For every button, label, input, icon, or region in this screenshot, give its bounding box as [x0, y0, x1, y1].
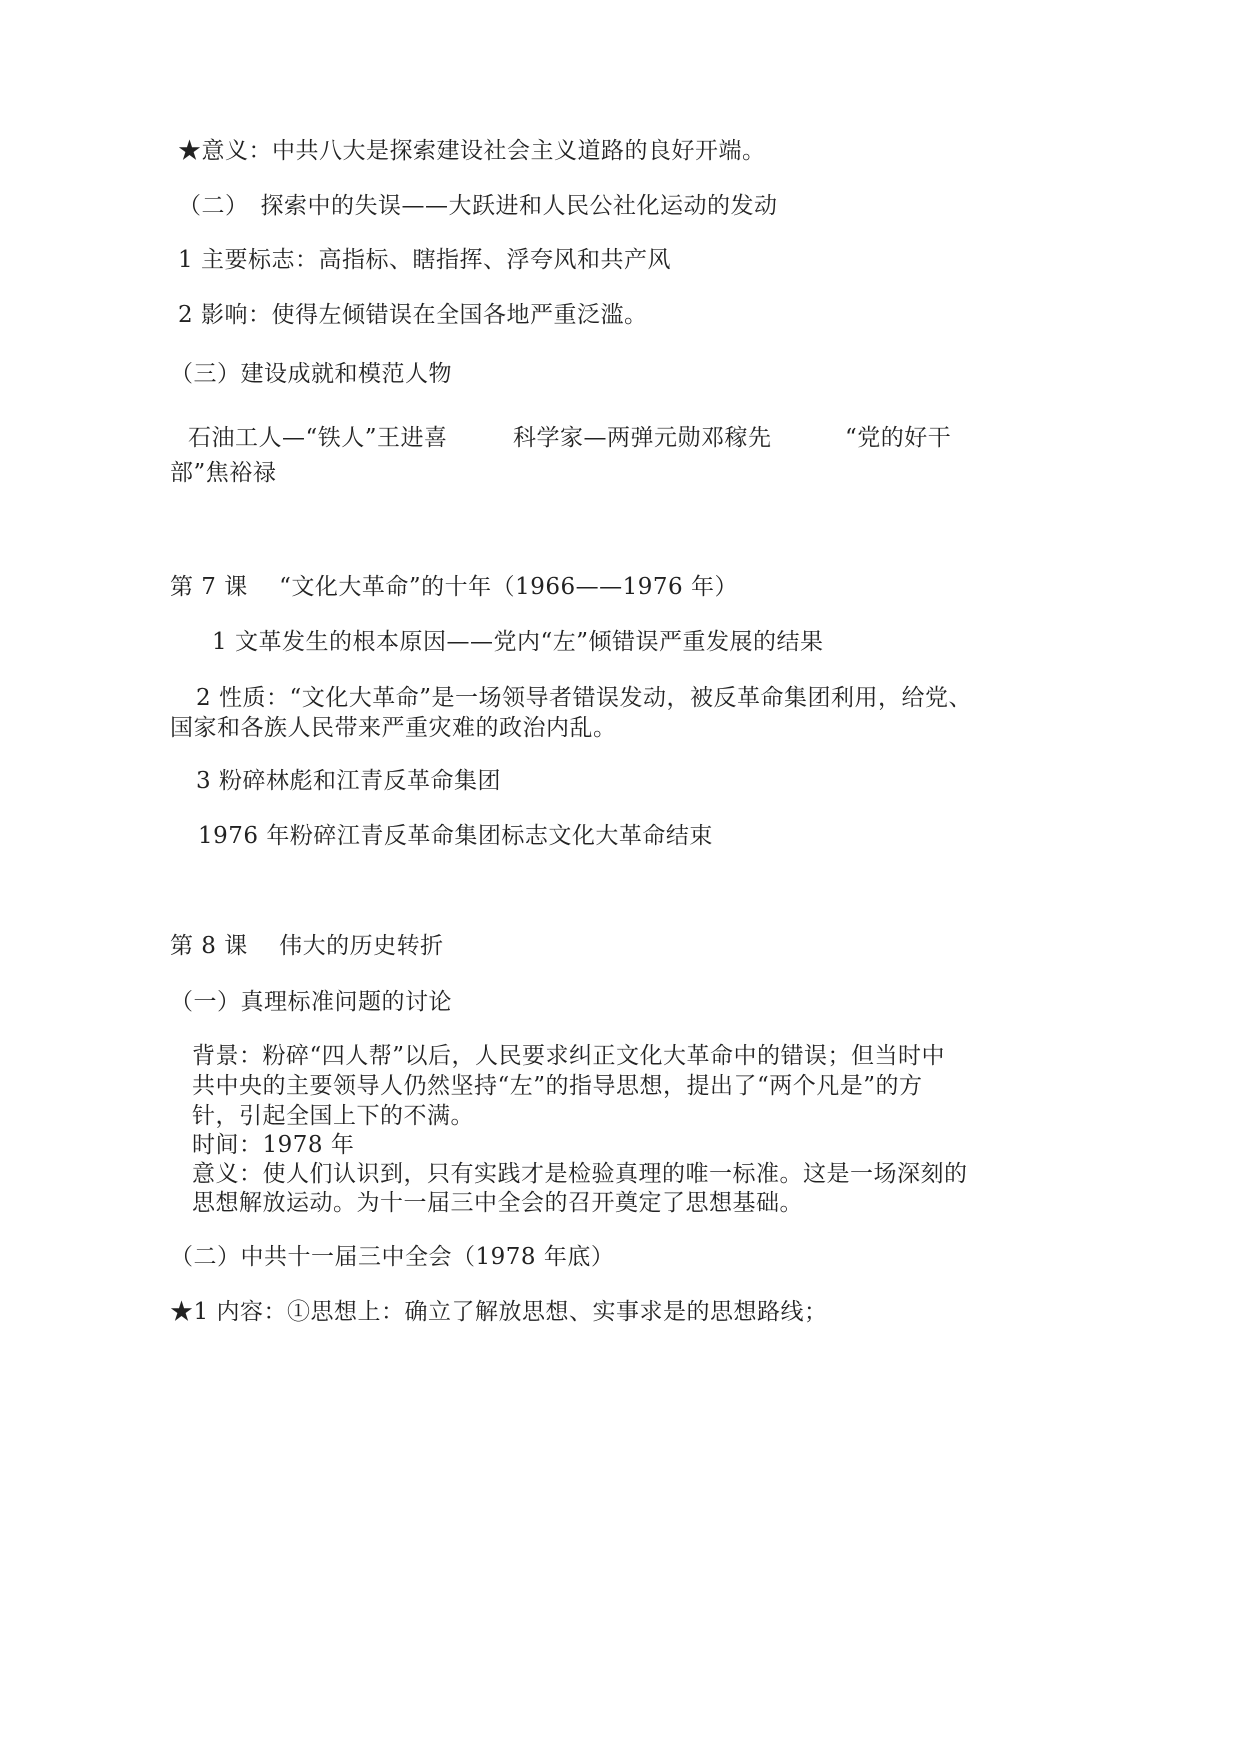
model-figure-jiao-yulu-start: “党的好干: [845, 425, 952, 451]
truth-discussion-heading: （一）真理标准问题的讨论: [170, 989, 452, 1015]
main-marks-line: 1 主要标志：高指标、瞎指挥、浮夸风和共产风: [178, 247, 671, 273]
truth-significance-line-1: 意义：使人们认识到，只有实践才是检验真理的唯一标准。这是一场深刻的: [192, 1161, 968, 1187]
third-plenum-heading: （二）中共十一届三中全会（1978 年底）: [170, 1244, 615, 1270]
section3-heading: （三）建设成就和模范人物: [170, 361, 452, 387]
truth-background-line-2: 共中央的主要领导人仍然坚持“左”的指导思想，提出了“两个凡是”的方: [192, 1073, 923, 1099]
truth-significance-line-2: 思想解放运动。为十一届三中全会的召开奠定了思想基础。: [192, 1190, 803, 1216]
cr-smash-line: 3 粉碎林彪和江青反革命集团: [196, 768, 501, 794]
lesson7-title: 第 7 课 “文化大革命”的十年（1966——1976 年）: [170, 574, 738, 600]
model-figure-wang-jinxi: 石油工人—“铁人”王进喜: [188, 425, 448, 451]
model-figure-jiao-yulu-end: 部”焦裕禄: [170, 460, 277, 486]
truth-background-line-1: 背景：粉碎“四人帮”以后，人民要求纠正文化大革命中的错误；但当时中: [192, 1043, 946, 1069]
model-figure-deng-jiaxian: 科学家—两弹元勋邓稼先: [513, 425, 772, 451]
third-plenum-content-line: ★1 内容：①思想上：确立了解放思想、实事求是的思想路线；: [170, 1299, 828, 1325]
truth-time-line: 时间：1978 年: [192, 1132, 355, 1158]
truth-background-line-3: 针，引起全国上下的不满。: [192, 1103, 474, 1129]
cr-end-line: 1976 年粉碎江青反革命集团标志文化大革命结束: [198, 823, 713, 849]
significance-line: ★意义：中共八大是探索建设社会主义道路的良好开端。: [178, 138, 766, 164]
cr-nature-line-1: 2 性质：“文化大革命”是一场领导者错误发动，被反革命集团利用，给党、: [196, 685, 972, 711]
section2-heading: （二） 探索中的失误——大跃进和人民公社化运动的发动: [178, 193, 778, 219]
lesson8-title: 第 8 课 伟大的历史转折: [170, 933, 444, 959]
impact-line: 2 影响：使得左倾错误在全国各地严重泛滥。: [178, 302, 648, 328]
cr-nature-line-2: 国家和各族人民带来严重灾难的政治内乱。: [170, 715, 617, 741]
cr-root-cause-line: 1 文革发生的根本原因——党内“左”倾错误严重发展的结果: [212, 629, 824, 655]
